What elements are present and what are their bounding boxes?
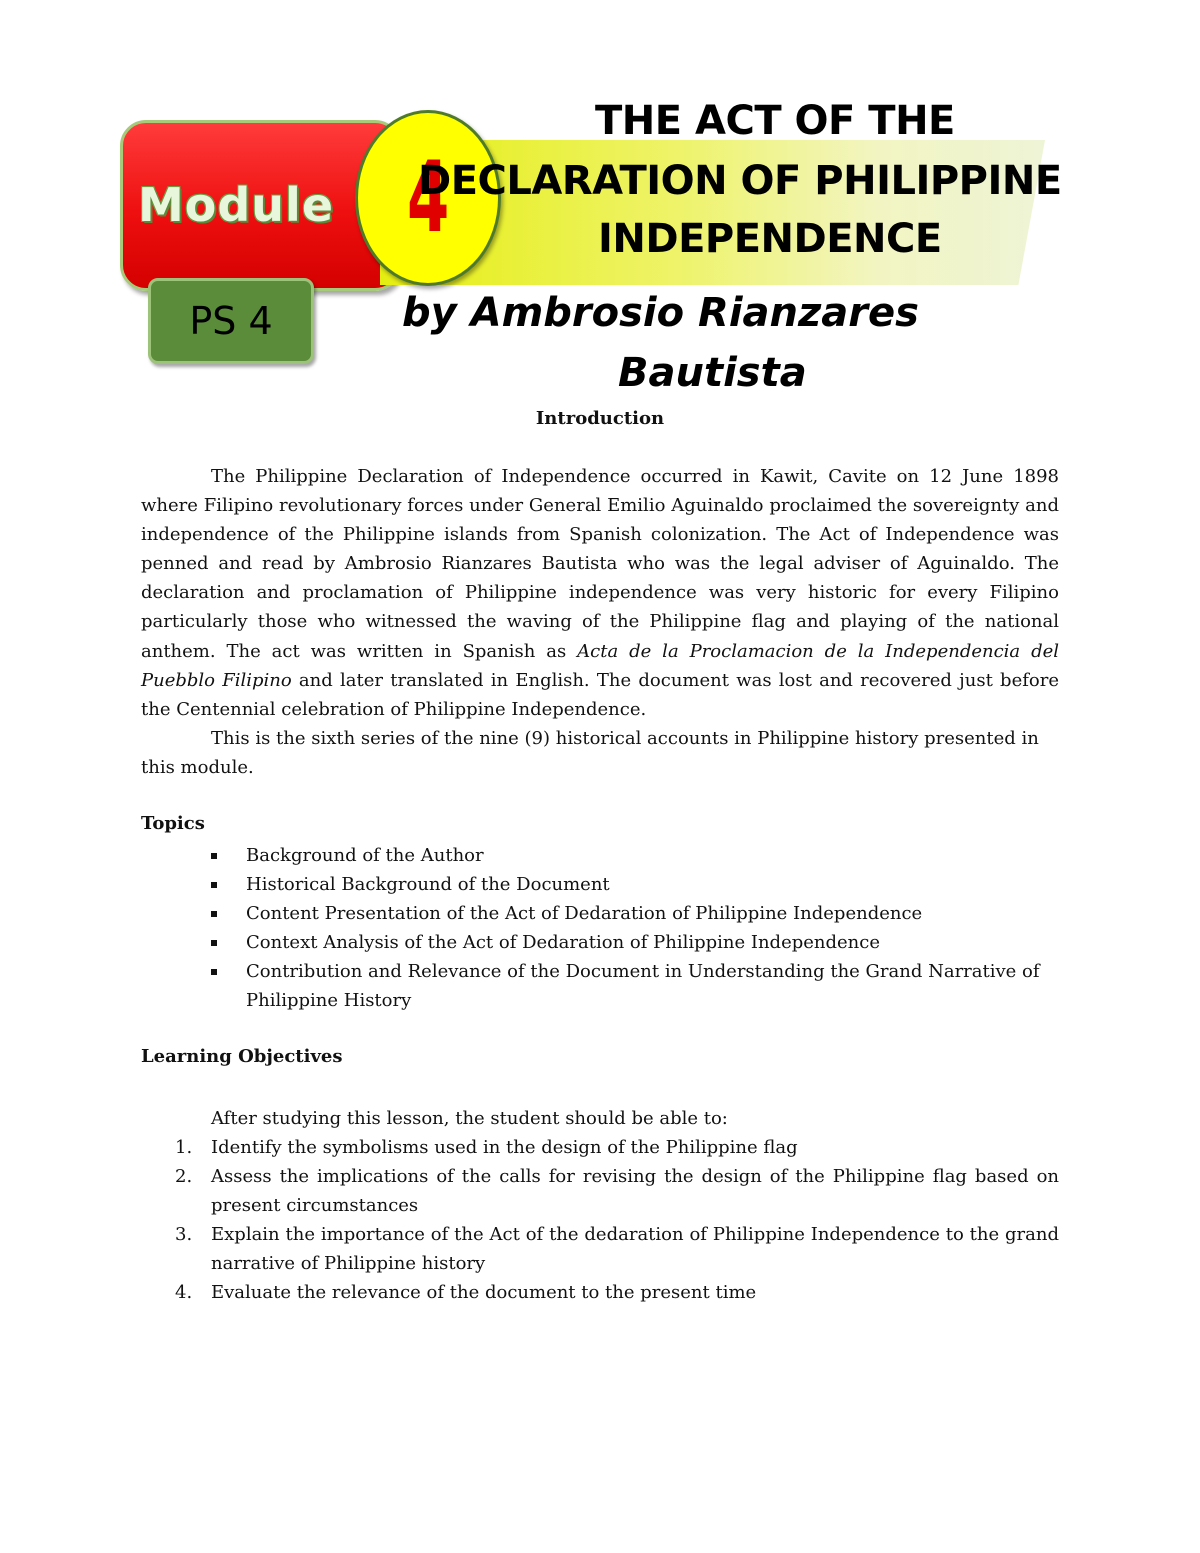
topic-text: Contribution and Relevance of the Document in Understanding the Grand Narrative of Philippine History — [246, 961, 1040, 1012]
list-item — [141, 1133, 1059, 1162]
list-item — [141, 1278, 1059, 1307]
bullet-icon — [211, 911, 217, 917]
author-line-2: Bautista — [618, 350, 807, 396]
introduction-paragraph-1 — [141, 462, 1059, 724]
list-item — [141, 841, 1061, 870]
bullet-icon — [211, 969, 217, 975]
topics-list — [141, 841, 1061, 1016]
list-item — [141, 957, 1061, 1015]
course-code-box — [148, 278, 314, 364]
topic-text: Context Analysis of the Act of Dedaration of Philippine Independence — [246, 932, 880, 954]
course-code: PS 4 — [189, 299, 273, 343]
objective-number: 2. — [175, 1166, 193, 1188]
module-label: Module — [138, 178, 335, 232]
list-item — [141, 899, 1061, 928]
author-line-1: by Ambrosio Rianzares — [402, 290, 919, 336]
list-item — [141, 1162, 1059, 1220]
bullet-icon — [211, 853, 217, 859]
intro-text-1: The Philippine Declaration of Independence occurred in Kawit, Cavite on 12 June 1898 where Filipino revolutionary forces under General Emilio Aguinaldo proclaimed the sovereignty and independence of the Philippine islands from Spanish colonization. The Act of Independence was penned and read by Ambrosio Rianzares Bautista who was the legal adviser of Aguinaldo. The declaration and proclamation of Philippine independence was very historic for every Filipino particularly those who witnessed the waving of the Philippine flag and playing of the national anthem. The act was written in Spanish as — [141, 466, 1059, 662]
topic-text: Historical Background of the Document — [246, 874, 610, 896]
bullet-icon — [211, 940, 217, 946]
introduction-paragraph-2: This is the sixth series of the nine (9) historical accounts in Philippine history presented in this module. — [141, 728, 1039, 779]
objectives-intro: After studying this lesson, the student should be able to: — [211, 1108, 728, 1129]
objective-number: 1. — [175, 1137, 193, 1158]
module-title-line-2: DECLARATION OF PHILIPPINE — [418, 158, 1062, 204]
topics-heading: Topics — [141, 813, 205, 834]
objective-text: Explain the importance of the Act of the dedaration of Philippine Independence to the grand narrative of Philippine history — [211, 1224, 1059, 1275]
intro-text-2: and later translated in English. The document was lost and recovered just before the Centennial celebration of Philippine Independence. — [141, 669, 1059, 720]
objective-text: Evaluate the relevance of the document to the present time — [211, 1282, 757, 1304]
list-item — [141, 870, 1061, 899]
module-title-line-3: INDEPENDENCE — [598, 216, 942, 262]
intro-spanish-title: Acta de la Proclamacion de la Independencia del Puebblo Filipino — [141, 640, 1060, 691]
objective-text: Assess the implications of the calls for revising the design of the Philippine flag based on present circumstances — [211, 1166, 1059, 1217]
bullet-icon — [211, 882, 217, 888]
objective-text: Identify the symbolisms used in the design of the Philippine flag — [211, 1137, 798, 1158]
objectives-list — [141, 1133, 1059, 1308]
topic-text: Content Presentation of the Act of Dedaration of Philippine Independence — [246, 903, 923, 925]
module-header — [0, 0, 1200, 400]
objective-number: 3. — [175, 1224, 193, 1246]
list-item — [141, 1220, 1059, 1278]
topic-text: Background of the Author — [246, 845, 484, 866]
list-item — [141, 928, 1061, 957]
learning-objectives-heading: Learning Objectives — [141, 1046, 343, 1067]
module-title-line-1: THE ACT OF THE — [595, 98, 955, 144]
module-number: 4 — [406, 141, 450, 255]
objective-number: 4. — [175, 1282, 193, 1304]
introduction-heading: Introduction — [535, 408, 665, 429]
